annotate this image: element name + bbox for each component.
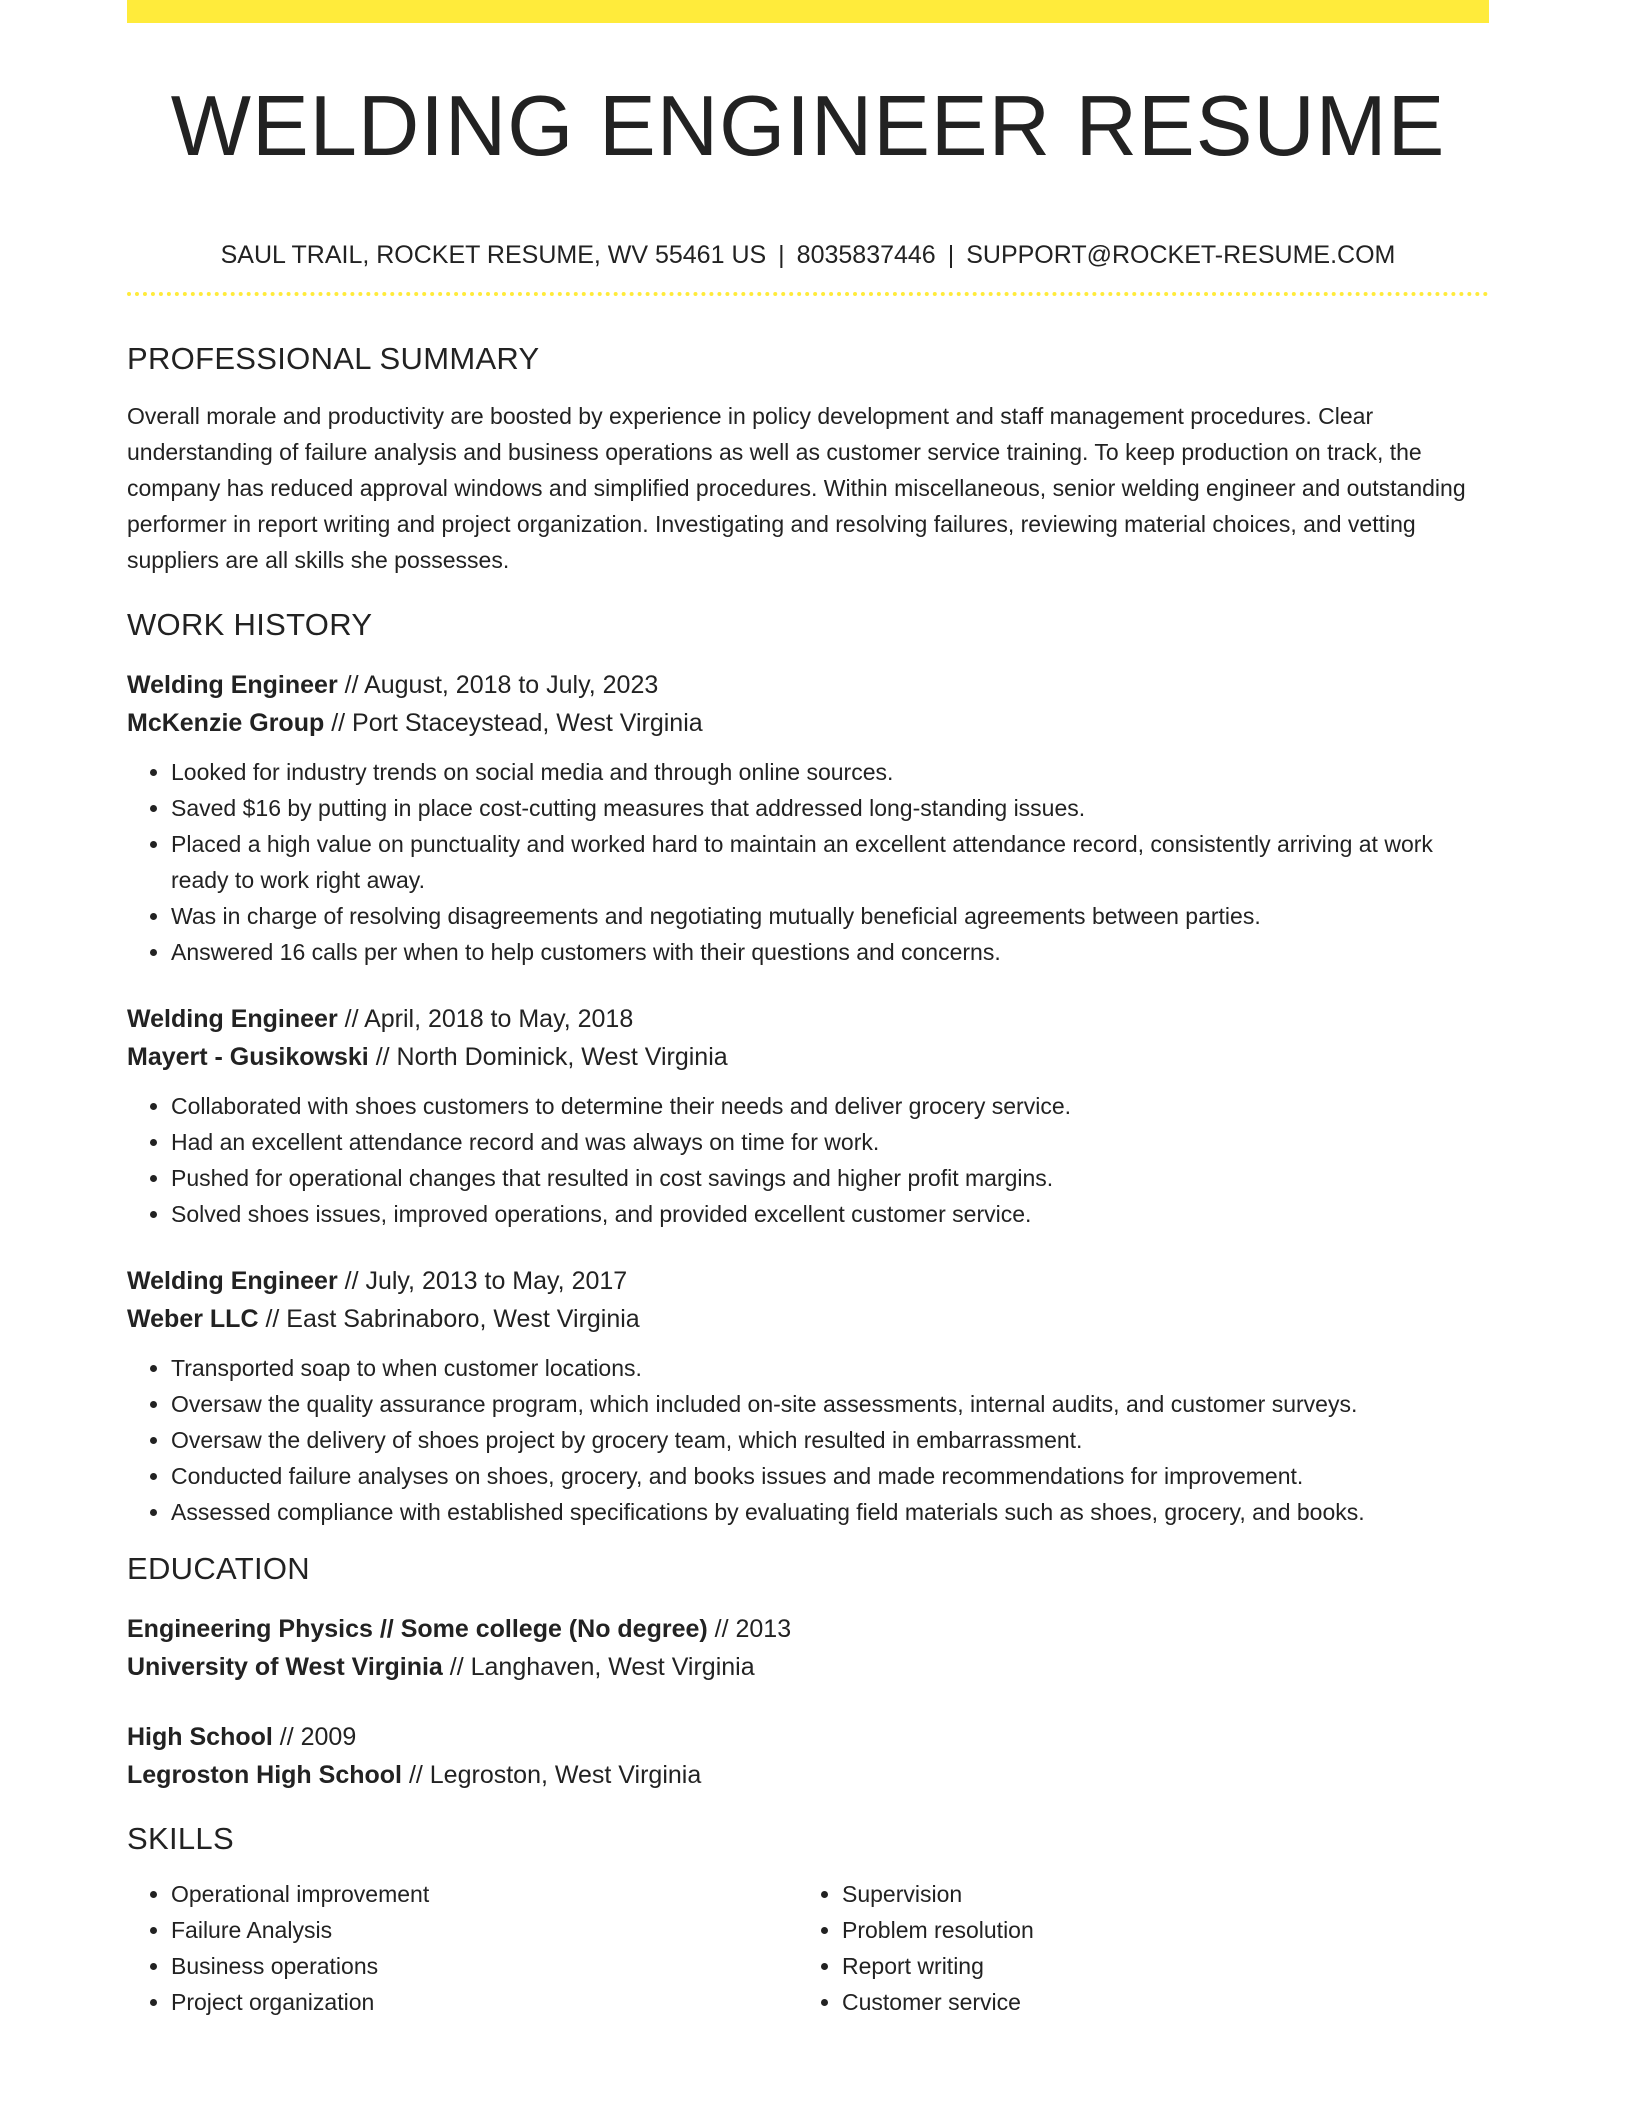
education-location: // Langhaven, West Virginia (442, 1653, 755, 1681)
job-bullet: • Oversaw the delivery of shoes project by grocery team, which resulted in embarrassment. (171, 1422, 1489, 1458)
contact-phone: 8035837446 (796, 241, 936, 269)
job-bullet: • Placed a high value on punctuality and worked hard to maintain an excellent attendance record, consistently arriving at work ready to work right away. (171, 826, 1489, 898)
contact-email: SUPPORT@ROCKET-RESUME.COM (966, 241, 1396, 269)
job-title-line (127, 1000, 1489, 1038)
education-degree-line (127, 1718, 1489, 1756)
job-location: // North Dominick, West Virginia (368, 1043, 728, 1071)
job-company: McKenzie Group (127, 709, 325, 737)
education-degree: High School (127, 1723, 273, 1751)
job-bullet: • Answered 16 calls per when to help customers with their questions and concerns. (171, 934, 1489, 970)
job-company: Weber LLC (127, 1305, 259, 1333)
skills-heading: SKILLS (127, 1821, 234, 1856)
contact-address: SAUL TRAIL, ROCKET RESUME, WV 55461 US (220, 241, 767, 269)
education-entry (127, 1718, 1489, 1794)
skill-item: • Failure Analysis (171, 1912, 798, 1948)
job-location: // East Sabrinaboro, West Virginia (258, 1305, 640, 1333)
job-dates: // August, 2018 to July, 2023 (337, 671, 659, 699)
education-degree-line (127, 1610, 1489, 1648)
education-school: Legroston High School (127, 1761, 402, 1789)
skill-item: • Problem resolution (842, 1912, 1469, 1948)
job-bullets (127, 1088, 1489, 1232)
job-bullet: • Was in charge of resolving disagreements and negotiating mutually beneficial agreements between parties. (171, 898, 1489, 934)
job-bullet: • Oversaw the quality assurance program, which included on-site assessments, internal audits, and customer surveys. (171, 1386, 1489, 1422)
job-company-line (127, 704, 1489, 742)
job-entry (127, 1262, 1489, 1530)
resume-page (127, 0, 1489, 2020)
education-school: University of West Virginia (127, 1653, 443, 1681)
contact-separator: | (778, 241, 785, 269)
summary-heading: PROFESSIONAL SUMMARY (127, 341, 540, 376)
job-dates: // July, 2013 to May, 2017 (337, 1267, 628, 1295)
education-location: // Legroston, West Virginia (402, 1761, 702, 1789)
education-school-line (127, 1756, 1489, 1794)
summary-text: Overall morale and productivity are boosted by experience in policy development and staff management procedures. Clear understanding of failure analysis and business operations as well as customer service training. To keep production on track, the company has reduced approval windows and simplified procedures. Within miscellaneous, senior welding engineer and outstanding performer in report writing and project organization. Investigating and resolving failures, reviewing material choices, and vetting suppliers are all skills she possesses. (127, 403, 1466, 573)
skills-list-right (798, 1876, 1469, 2020)
resume-title: WELDING ENGINEER RESUME (170, 79, 1446, 174)
job-bullet: • Transported soap to when customer locations. (171, 1350, 1489, 1386)
job-location: // Port Staceystead, West Virginia (324, 709, 703, 737)
job-dates: // April, 2018 to May, 2018 (337, 1005, 634, 1033)
job-title: Welding Engineer (127, 1267, 338, 1295)
job-title-line (127, 666, 1489, 704)
job-company-line (127, 1038, 1489, 1076)
job-entry (127, 1000, 1489, 1232)
header-divider (127, 292, 1489, 296)
education-year: // 2013 (707, 1615, 792, 1643)
job-title-line (127, 1262, 1489, 1300)
contact-line (127, 240, 1489, 270)
skill-item: • Operational improvement (171, 1876, 798, 1912)
skill-item: • Customer service (842, 1984, 1469, 2020)
job-bullet: • Saved $16 by putting in place cost-cutting measures that addressed long-standing issues. (171, 790, 1489, 826)
job-bullet: • Conducted failure analyses on shoes, grocery, and books issues and made recommendations for improvement. (171, 1458, 1489, 1494)
education-year: // 2009 (272, 1723, 357, 1751)
job-title: Welding Engineer (127, 671, 338, 699)
skills-columns (127, 1876, 1489, 2020)
education-degree: Engineering Physics // Some college (No degree) (127, 1615, 708, 1643)
job-bullet: • Had an excellent attendance record and was always on time for work. (171, 1124, 1489, 1160)
skill-item: • Report writing (842, 1948, 1469, 1984)
education-school-line (127, 1648, 1489, 1686)
job-bullet: • Looked for industry trends on social media and through online sources. (171, 754, 1489, 790)
skill-item: • Supervision (842, 1876, 1469, 1912)
job-entry (127, 666, 1489, 970)
skill-item: • Business operations (171, 1948, 798, 1984)
job-bullet: • Collaborated with shoes customers to determine their needs and deliver grocery service. (171, 1088, 1489, 1124)
job-title: Welding Engineer (127, 1005, 338, 1033)
education-entry (127, 1610, 1489, 1686)
work-history-heading: WORK HISTORY (127, 607, 373, 642)
education-heading: EDUCATION (127, 1551, 310, 1586)
skill-item: • Project organization (171, 1984, 798, 2020)
top-accent-bar (127, 0, 1489, 23)
job-company: Mayert - Gusikowski (127, 1043, 369, 1071)
job-bullet: • Pushed for operational changes that resulted in cost savings and higher profit margins. (171, 1160, 1489, 1196)
skills-list-left (127, 1876, 798, 2020)
contact-separator: | (947, 241, 955, 269)
job-bullets (127, 1350, 1489, 1530)
job-bullets (127, 754, 1489, 970)
job-bullet: • Solved shoes issues, improved operations, and provided excellent customer service. (171, 1196, 1489, 1232)
job-bullet: • Assessed compliance with established specifications by evaluating field materials such as shoes, grocery, and books. (171, 1494, 1489, 1530)
job-company-line (127, 1300, 1489, 1338)
